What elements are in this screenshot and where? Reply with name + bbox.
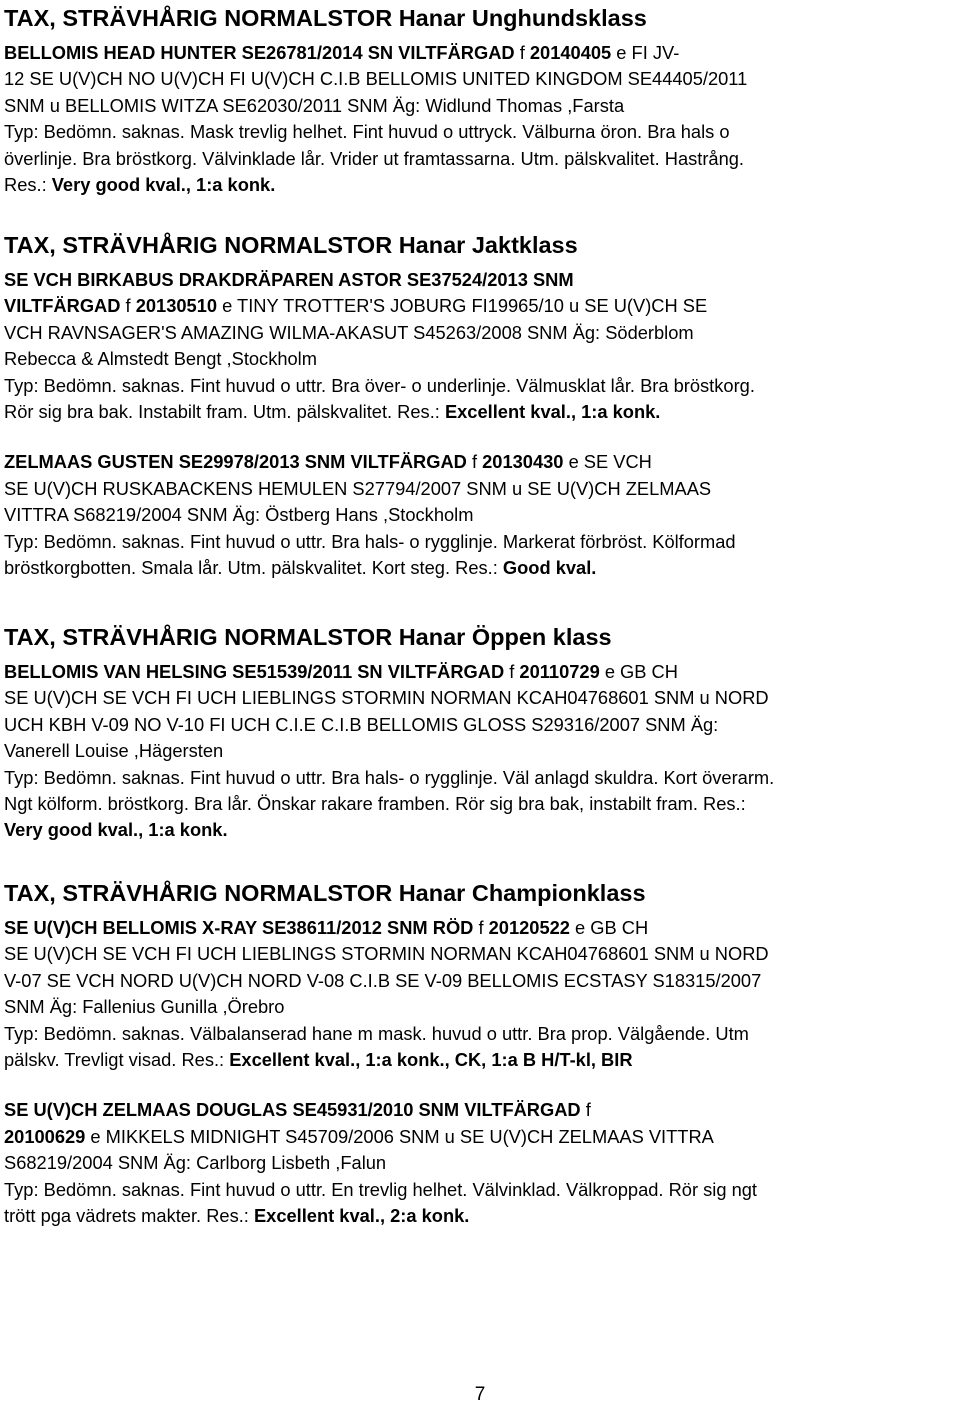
text-run: överlinje. Bra bröstkorg. Välvinklade lår. Vrider ut framtassarna. Utm. pälskvalitet. Hastrång. (4, 147, 745, 169)
bold-text-run: 20120522 (488, 917, 570, 938)
text-run: Typ: Bedömn. saknas. Mask trevlig helhet. Fint huvud o uttryck. Välburna öron. Bra hals o (4, 121, 730, 143)
bold-text-run: 20130430 (482, 451, 564, 473)
section-championklass (4, 878, 960, 1229)
entry-line (4, 476, 960, 502)
text-run: e GB CH (599, 661, 678, 682)
text-run: trött pga vädrets makter. Res.: (4, 1205, 254, 1227)
text-run: Typ: Bedömn. saknas. Fint huvud o uttr. Bra hals- o rygglinje. Markerat förbröst. Kölformad (4, 530, 736, 552)
text-run: Typ: Bedömn. saknas. Fint huvud o uttr. En trevlig helhet. Välvinklad. Välkroppad. Rör sig ngt (4, 1178, 757, 1200)
bold-text-run: Excellent kval., 1:a konk., CK, 1:a B H/T-kl, BIR (229, 1049, 633, 1071)
section-heading: TAX, STRÄVHÅRIG NORMALSTOR Hanar Öppen klass (4, 624, 612, 650)
text-run: e FI JV- (611, 42, 680, 63)
text-run: pälskv. Trevligt visad. Res.: (4, 1049, 230, 1071)
text-run: SE U(V)CH SE VCH FI UCH LIEBLINGS STORMIN NORMAN KCAH04768601 SNM u NORD (4, 687, 769, 709)
text-run: VCH RAVNSAGER'S AMAZING WILMA-AKASUT S45263/2008 SNM Äg: Söderblom (4, 321, 694, 343)
bold-text-run: SE U(V)CH ZELMAAS DOUGLAS SE45931/2010 SNM VILTFÄRGAD (4, 1099, 581, 1121)
entry-line (4, 659, 960, 685)
text-run: f (473, 917, 489, 938)
text-run: S68219/2004 SNM Äg: Carlborg Lisbeth ,Falun (4, 1152, 387, 1174)
text-run: Typ: Bedömn. saknas. Fint huvud o uttr. Bra över- o underlinje. Välmusklat lår. Bra bröstkorg. (4, 374, 755, 396)
text-run: V-07 SE VCH NORD U(V)CH NORD V-08 C.I.B SE V-09 BELLOMIS ECSTASY S18315/2007 (4, 969, 762, 991)
bold-text-run: SE U(V)CH BELLOMIS X-RAY SE38611/2012 SNM RÖD (4, 917, 474, 938)
entry-line (4, 994, 960, 1020)
text-run: f (580, 1099, 591, 1121)
text-run: f (120, 295, 136, 317)
entry-line (4, 555, 960, 581)
entry-line (4, 941, 960, 967)
bold-text-run: Good kval. (502, 557, 597, 579)
entry-line (4, 738, 960, 764)
bold-text-run: Excellent kval., 2:a konk. (253, 1205, 470, 1227)
entry-line (4, 1150, 960, 1176)
dog-entry (4, 659, 960, 844)
text-run: e MIKKELS MIDNIGHT S45709/2006 SNM u SE U(V)CH ZELMAAS VITTRA (85, 1125, 714, 1147)
entry-line (4, 502, 960, 528)
bold-text-run: SE VCH BIRKABUS DRAKDRÄPAREN ASTOR SE37524/2013 SNM (4, 269, 574, 290)
entry-line (4, 373, 960, 399)
text-run: bröstkorgbotten. Smala lår. Utm. pälskvalitet. Kort steg. Res.: (4, 557, 503, 579)
entry-line (4, 817, 960, 843)
text-run: 12 SE U(V)CH NO U(V)CH FI U(V)CH C.I.B BELLOMIS UNITED KINGDOM SE44405/2011 (4, 68, 748, 90)
text-run: f (466, 451, 483, 473)
bold-text-run: 20100629 (4, 1125, 86, 1147)
entry-line (4, 346, 960, 372)
text-run: SNM Äg: Fallenius Gunilla ,Örebro (4, 996, 285, 1018)
section-jaktklass (4, 230, 960, 581)
entry-line (4, 399, 960, 425)
bold-text-run: Excellent kval., 1:a konk. (444, 401, 661, 423)
entry-line (4, 685, 960, 711)
entry-line (4, 1203, 960, 1229)
dog-entry (4, 449, 960, 581)
entry-line (4, 968, 960, 994)
entry-line (4, 791, 960, 817)
text-run: Typ: Bedömn. saknas. Välbalanserad hane m mask. huvud o uttr. Bra prop. Välgående. Utm (4, 1022, 749, 1044)
bold-text-run: BELLOMIS HEAD HUNTER SE26781/2014 SN VILTFÄRGAD (4, 42, 515, 63)
bold-text-run: BELLOMIS VAN HELSING SE51539/2011 SN VILTFÄRGAD (4, 661, 505, 682)
entry-line (4, 1047, 960, 1073)
bold-text-run: 20130510 (135, 295, 218, 317)
text-run: SE U(V)CH SE VCH FI UCH LIEBLINGS STORMIN NORMAN KCAH04768601 SNM u NORD (4, 943, 769, 965)
entry-line (4, 765, 960, 791)
section-unghundsklass (4, 3, 960, 198)
entry-line (4, 1177, 960, 1203)
page-number: 7 (474, 1384, 486, 1405)
text-run: Res.: (4, 174, 52, 196)
text-run: e GB CH (569, 917, 649, 938)
dog-entry (4, 1097, 960, 1229)
section-heading: TAX, STRÄVHÅRIG NORMALSTOR Hanar Championklass (4, 880, 646, 906)
bold-text-run: 20140405 (529, 42, 612, 63)
bold-text-run: ZELMAAS GUSTEN SE29978/2013 SNM VILTFÄRGAD (4, 451, 467, 473)
entry-line (4, 449, 960, 475)
text-run: UCH KBH V-09 NO V-10 FI UCH C.I.E C.I.B BELLOMIS GLOSS S29316/2007 SNM Äg: (4, 713, 719, 735)
entry-line (4, 66, 960, 92)
entry-line (4, 529, 960, 555)
text-run: Rör sig bra bak. Instabilt fram. Utm. pälskvalitet. Res.: (4, 401, 445, 423)
text-run: VITTRA S68219/2004 SNM Äg: Östberg Hans ,Stockholm (4, 504, 474, 526)
text-run: Rebecca & Almstedt Bengt ,Stockholm (4, 348, 317, 370)
text-run: Ngt kölform. bröstkorg. Bra lår. Önskar rakare framben. Rör sig bra bak, instabilt fram. Res.: (4, 793, 746, 815)
entry-line (4, 1124, 960, 1150)
entry-line (4, 293, 960, 319)
entry-line (4, 267, 960, 293)
bold-text-run: VILTFÄRGAD (4, 295, 121, 317)
text-run: Typ: Bedömn. saknas. Fint huvud o uttr. Bra hals- o rygglinje. Väl anlagd skuldra. Kort överarm. (4, 766, 775, 788)
text-run: e TINY TROTTER'S JOBURG FI19965/10 u SE U(V)CH SE (217, 295, 708, 317)
entry-line (4, 320, 960, 346)
bold-text-run: 20110729 (519, 661, 600, 682)
entry-line (4, 1021, 960, 1047)
entry-line (4, 93, 960, 119)
bold-text-run: Very good kval., 1:a konk. (4, 819, 228, 841)
entry-line (4, 119, 960, 145)
text-run: f (514, 42, 530, 63)
entry-line (4, 146, 960, 172)
entry-line (4, 40, 960, 66)
entry-line (4, 172, 960, 198)
text-run: SE U(V)CH RUSKABACKENS HEMULEN S27794/2007 SNM u SE U(V)CH ZELMAAS (4, 477, 712, 499)
bold-text-run: Very good kval., 1:a konk. (51, 174, 276, 196)
entry-line (4, 712, 960, 738)
dog-entry (4, 267, 960, 425)
dog-entry (4, 40, 960, 198)
text-run: SNM u BELLOMIS WITZA SE62030/2011 SNM Äg: Widlund Thomas ,Farsta (4, 94, 625, 116)
dog-entry (4, 915, 960, 1073)
entry-line (4, 1097, 960, 1123)
text-run: e SE VCH (563, 451, 652, 473)
section-heading: TAX, STRÄVHÅRIG NORMALSTOR Hanar Jaktklass (4, 232, 578, 258)
text-run: Vanerell Louise ,Hägersten (4, 740, 224, 762)
section-heading: TAX, STRÄVHÅRIG NORMALSTOR Hanar Unghundsklass (4, 5, 647, 31)
text-run: f (504, 661, 520, 682)
entry-line (4, 915, 960, 941)
section-oppen-klass (4, 622, 960, 844)
